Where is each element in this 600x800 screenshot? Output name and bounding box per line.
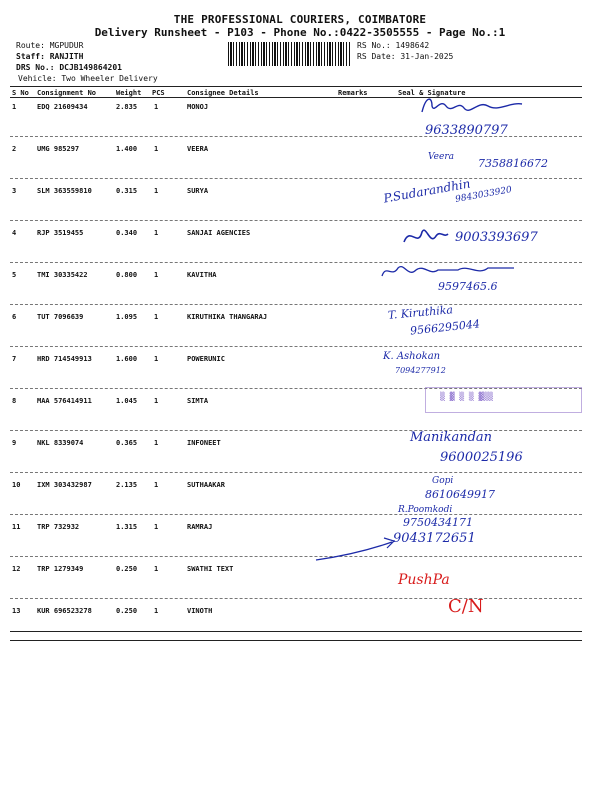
signature-name: P.Sudarandhin <box>382 176 472 206</box>
company-title: THE PROFESSIONAL COURIERS, COIMBATORE <box>173 13 427 26</box>
row-consignee: KAVITHA <box>187 271 217 279</box>
row-weight: 0.800 <box>116 271 138 279</box>
col-pcs: PCS <box>152 89 165 97</box>
runsheet-title: Delivery Runsheet - P103 - Phone No.:0422-3505555 - Page No.:1 <box>94 26 506 39</box>
row-weight: 1.095 <box>116 313 138 321</box>
row-consignee: SIMTA <box>187 397 209 405</box>
col-remarks: Remarks <box>338 89 368 97</box>
signature-name: Gopi <box>432 476 454 486</box>
stamp-text: ▒ ▓ ▒ ▒ ▓▒▒ <box>440 392 493 401</box>
row-consignee: SANJAI AGENCIES <box>187 229 251 237</box>
row-consignee: RAMRAJ <box>187 523 213 531</box>
row-consignment: TRP 1279349 <box>37 565 84 573</box>
row-consignee: VEERA <box>187 145 209 153</box>
signature-phone: 9633890797 <box>425 123 508 138</box>
signature-phone: 8610649917 <box>425 488 495 501</box>
row-weight: 0.250 <box>116 565 138 573</box>
row-divider <box>10 346 582 347</box>
row-pcs: 1 <box>154 355 159 363</box>
row-weight: 0.340 <box>116 229 138 237</box>
row-pcs: 1 <box>154 439 159 447</box>
row-consignee: INFONEET <box>187 439 221 447</box>
row-pcs: 1 <box>154 271 159 279</box>
signature-scribble <box>378 262 518 280</box>
table-bottom-border-2 <box>10 640 582 641</box>
rs-number: RS No.: 1498642 <box>357 41 430 50</box>
row-divider <box>10 598 582 599</box>
signature-phone: 9597465.6 <box>438 280 498 293</box>
row-pcs: 1 <box>154 187 159 195</box>
row-sno: 7 <box>12 355 17 363</box>
arrow-icon <box>314 534 398 564</box>
drs-label: DRS No.: DCJB149864201 <box>16 63 122 72</box>
row-divider <box>10 220 582 221</box>
row-weight: 0.315 <box>116 187 138 195</box>
row-consignment: HRD 714549913 <box>37 355 92 363</box>
row-pcs: 1 <box>154 145 159 153</box>
vehicle-label: Vehicle: Two Wheeler Delivery <box>18 74 158 83</box>
signature-phone: 9750434171 <box>403 516 473 529</box>
staff-label: Staff: RANJITH <box>16 52 84 61</box>
rs-date: RS Date: 31-Jan-2025 <box>357 52 454 61</box>
row-weight: 0.250 <box>116 607 138 615</box>
row-consignee: KIRUTHIKA THANGARAJ <box>187 313 268 321</box>
row-weight: 1.045 <box>116 397 138 405</box>
row-consignee: SURYA <box>187 187 209 195</box>
row-sno: 4 <box>12 229 17 237</box>
signature-scribble <box>418 92 528 118</box>
row-consignment: KUR 696523278 <box>37 607 92 615</box>
row-consignee: SUTHAAKAR <box>187 481 225 489</box>
row-weight: 0.365 <box>116 439 138 447</box>
row-pcs: 1 <box>154 481 159 489</box>
row-consignment: TUT 7096639 <box>37 313 84 321</box>
row-consignment: TRP 732932 <box>37 523 80 531</box>
row-sno: 8 <box>12 397 17 405</box>
signature-phone: 9566295044 <box>409 317 481 338</box>
row-consignment: RJP 3519455 <box>37 229 84 237</box>
row-divider <box>10 178 582 179</box>
row-consignment: TMI 30335422 <box>37 271 88 279</box>
row-consignee: MONOJ <box>187 103 209 111</box>
col-consignment: Consignment No <box>37 89 97 97</box>
row-sno: 2 <box>12 145 17 153</box>
row-sno: 11 <box>12 523 21 531</box>
cn-mark: C/N <box>448 596 484 617</box>
signature-name: R.Poomkodi <box>398 505 453 515</box>
row-pcs: 1 <box>154 313 159 321</box>
row-sno: 6 <box>12 313 17 321</box>
row-divider <box>10 430 582 431</box>
row-pcs: 1 <box>154 397 159 405</box>
signature-phone: 7358816672 <box>478 157 548 170</box>
col-sno: S No <box>12 89 29 97</box>
row-weight: 2.135 <box>116 481 138 489</box>
row-sno: 5 <box>12 271 17 279</box>
col-seal: Seal & Signature <box>398 89 466 97</box>
row-divider <box>10 304 582 305</box>
row-divider <box>10 514 582 515</box>
signature-name: Veera <box>428 152 454 162</box>
row-divider <box>10 556 582 557</box>
signature-phone: 9600025196 <box>440 450 523 465</box>
signature-name: T. Kiruthika <box>387 303 454 322</box>
row-divider <box>10 472 582 473</box>
row-consignment: IXM 303432987 <box>37 481 92 489</box>
signature-scribble <box>400 224 450 250</box>
row-consignment: MAA 576414911 <box>37 397 92 405</box>
row-pcs: 1 <box>154 229 159 237</box>
col-weight: Weight <box>116 89 142 97</box>
row-consignment: UMG 985297 <box>37 145 80 153</box>
signature-phone: 9043172651 <box>393 531 476 546</box>
row-pcs: 1 <box>154 607 159 615</box>
row-sno: 13 <box>12 607 21 615</box>
row-weight: 2.835 <box>116 103 138 111</box>
row-consignment: NKL 8339074 <box>37 439 84 447</box>
row-consignment: SLM 363559810 <box>37 187 92 195</box>
row-consignee: POWERUNIC <box>187 355 225 363</box>
signature-name: PushPa <box>398 572 450 588</box>
row-consignee: SWATHI TEXT <box>187 565 234 573</box>
row-consignee: VINOTH <box>187 607 213 615</box>
row-sno: 12 <box>12 565 21 573</box>
row-sno: 9 <box>12 439 17 447</box>
row-weight: 1.600 <box>116 355 138 363</box>
row-sno: 1 <box>12 103 17 111</box>
barcode <box>228 42 350 66</box>
signature-phone: 9003393697 <box>455 230 538 245</box>
signature-name: K. Ashokan <box>383 351 441 362</box>
signature-phone: 7094277912 <box>395 366 446 375</box>
table-bottom-border <box>10 631 582 632</box>
row-sno: 10 <box>12 481 21 489</box>
col-consignee: Consignee Details <box>187 89 259 97</box>
row-pcs: 1 <box>154 523 159 531</box>
row-pcs: 1 <box>154 565 159 573</box>
row-weight: 1.400 <box>116 145 138 153</box>
signature-name: Manikandan <box>410 430 493 445</box>
table-top-border <box>10 86 582 87</box>
row-sno: 3 <box>12 187 17 195</box>
row-pcs: 1 <box>154 103 159 111</box>
route-label: Route: MGPUDUR <box>16 41 84 50</box>
row-weight: 1.315 <box>116 523 138 531</box>
signature-phone: 9843033920 <box>454 185 513 205</box>
row-consignment: EDQ 21609434 <box>37 103 88 111</box>
